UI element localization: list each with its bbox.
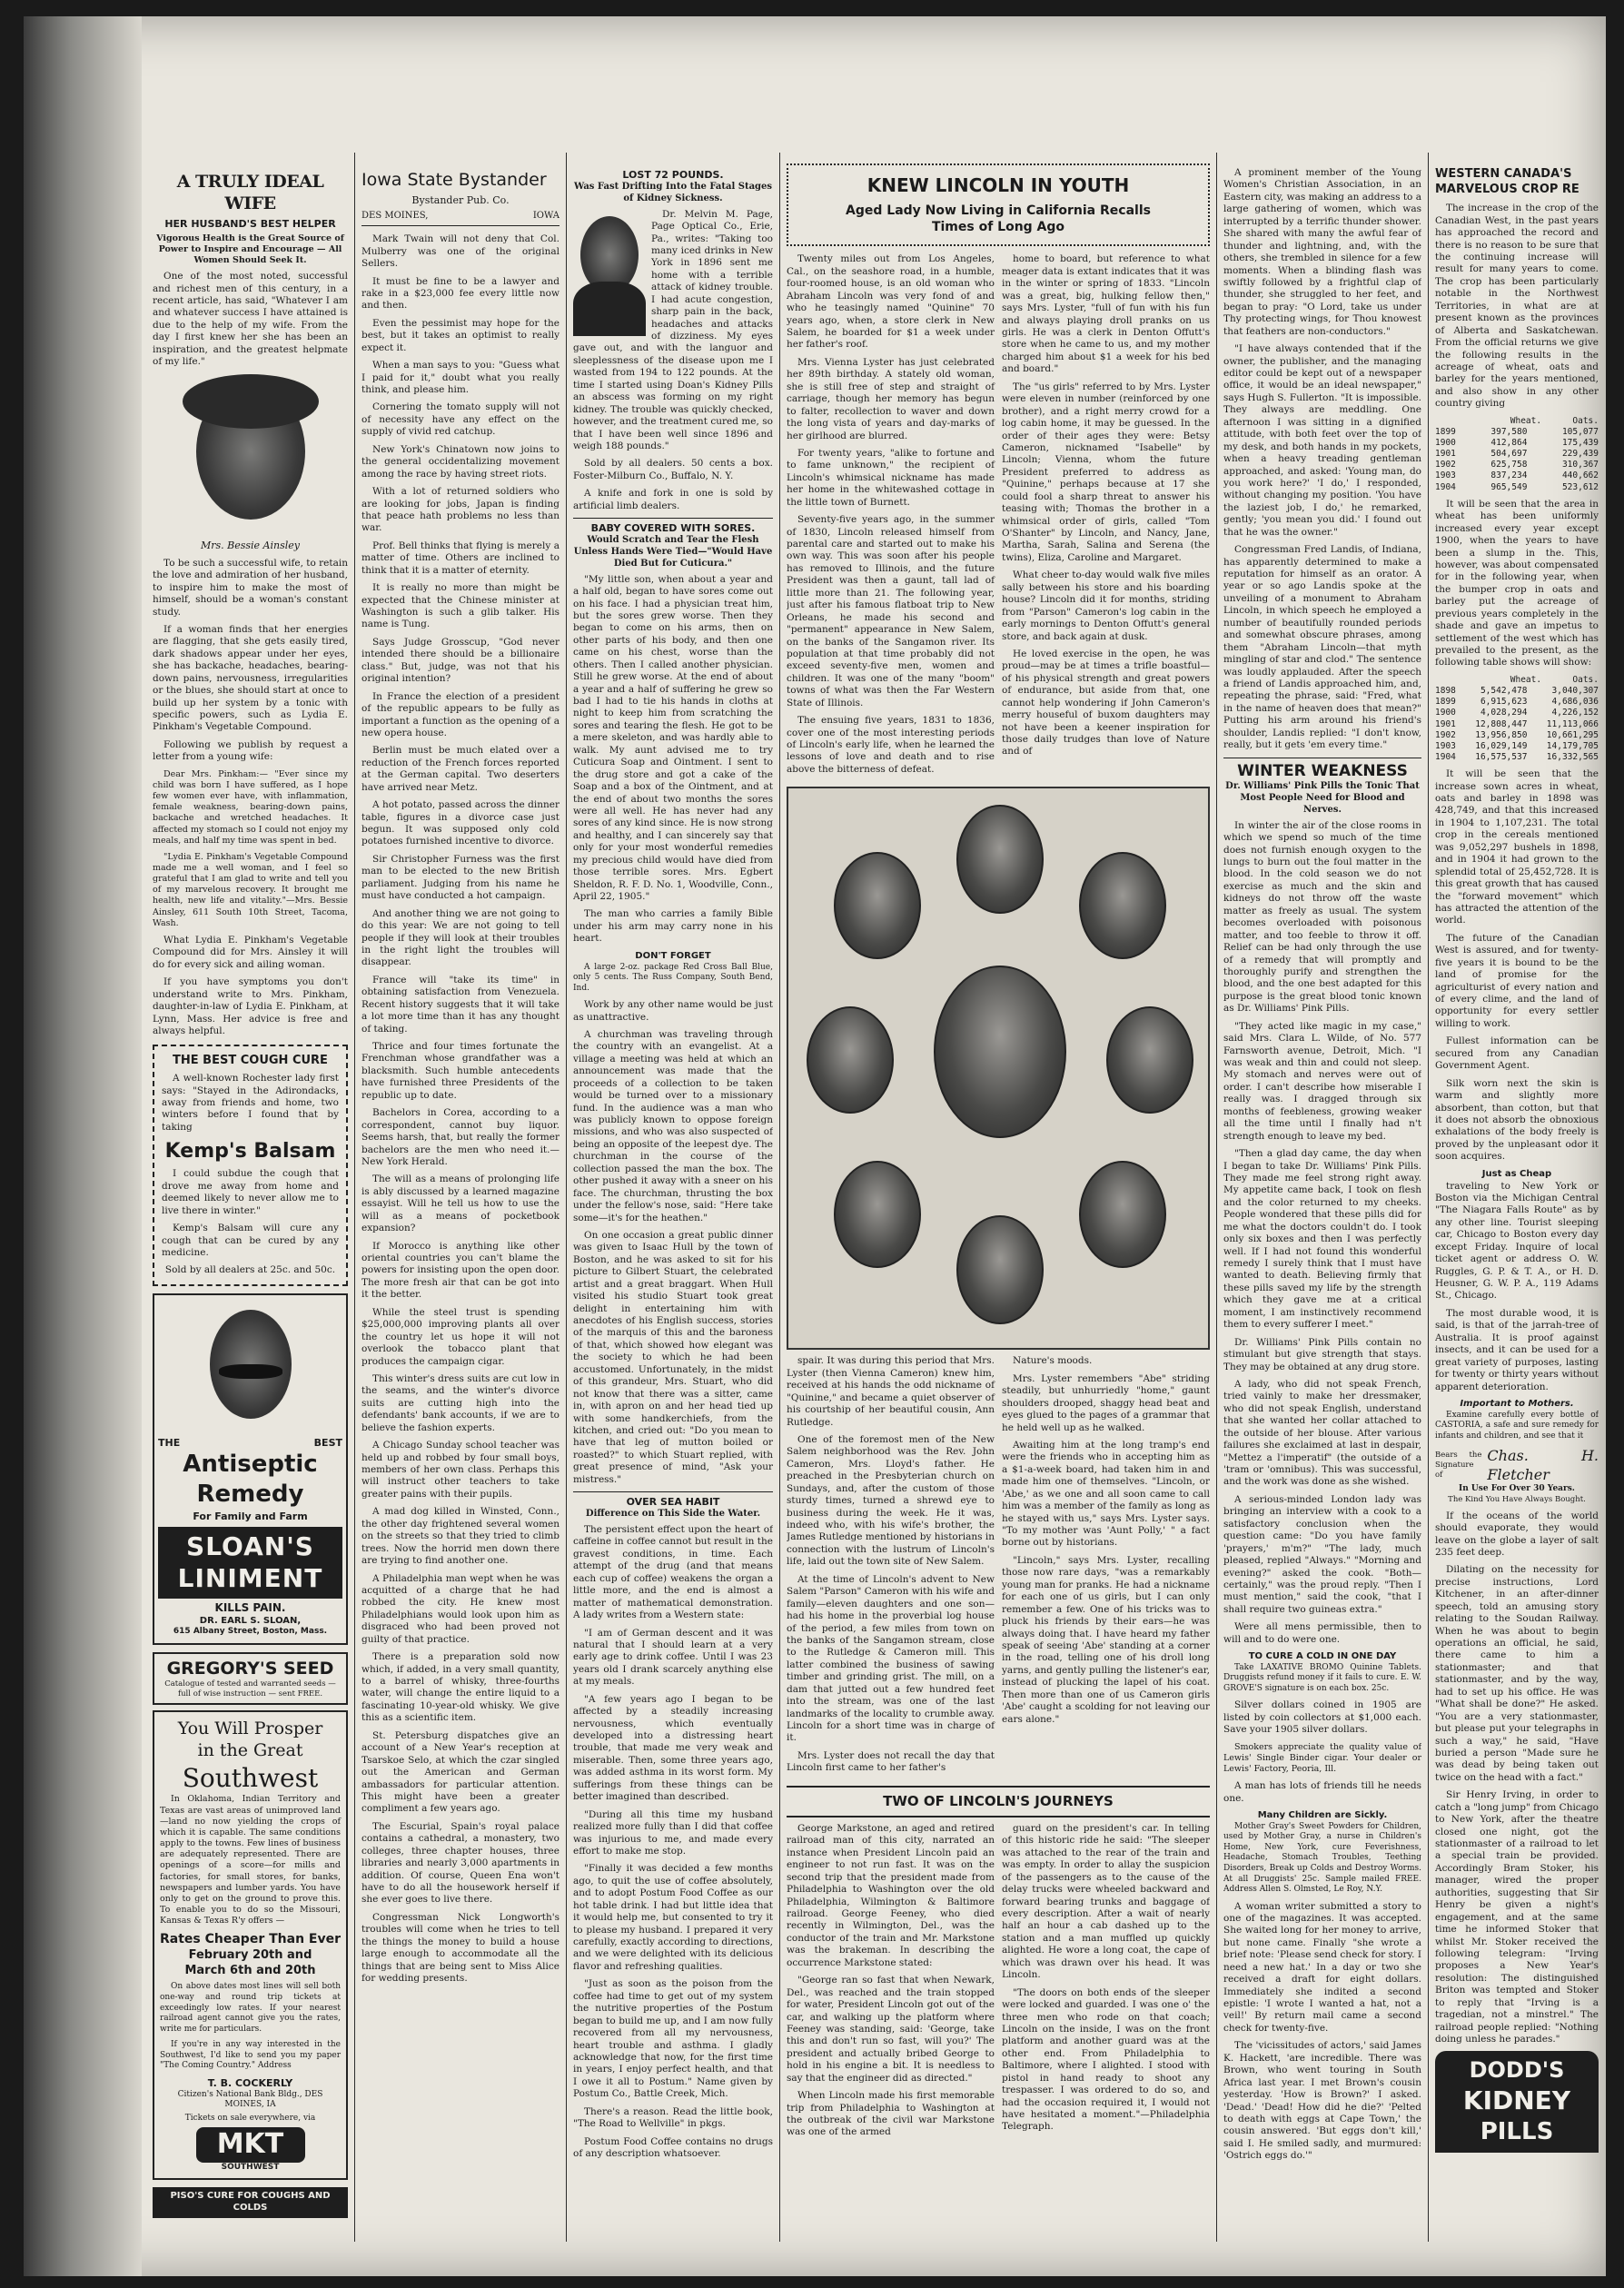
wife-para-1: One of the most noted, successful and richest men of this century, in a recent article, has said, "Whatever I am and whatever success I have attained is due to the help of my wife. From the day I first knew her she has been an inspiration, and the greatest helpmate of my life." xyxy=(153,271,348,368)
brief-paragraph: The will as a means of prolonging life is ably discussed by a learned magazine essayist. Will he tell us how to use the will as a means of pocketbook expansion? xyxy=(361,1174,559,1234)
table-cell: 1899 xyxy=(1435,426,1456,437)
journeys-4: guard on the president's car. In telling of this historic ride he said: "The sleeper was attached to the rear of the train and was empty. In order to allay the suspicion of the passengers as to the cause of the delay trucks were wheeled backward and forward bearing trunks and baggage of every description. After a wait of nearly half an hour a cab dashed up to the station and a man muffled up quickly alighted. He wore a long coat, the cape of which was drawn over his head. It was Lincoln. xyxy=(1002,1822,1210,1981)
table-cell: 1903 xyxy=(1435,740,1456,751)
sloan-dr: DR. EARL S. SLOAN, xyxy=(199,1615,302,1626)
table-cell: 1898 xyxy=(1435,686,1456,697)
journeys-header xyxy=(787,1786,1210,1818)
canada-para-5: Fullest information can be secured from any Canadian Government Agent. xyxy=(1435,1035,1599,1072)
cough-para-2: I could subdue the cough that drove me away from home and deemed likely to never allow me to live there in winter." xyxy=(162,1168,339,1216)
table-cell: 1904 xyxy=(1435,481,1456,492)
sea-para-6: "Just as soon as the poison from the coffee had time to get out of my system the nutritive properties of the Postum began to build me up, and I am now fully recovered from all my nervousness, heart trouble and asthma. I gladly acknowledge that now, for the first time in years, I enjoy perfect health, and that I owe it all to Postum." Name given by Postum Co., Battle Creek, Mich. xyxy=(573,1978,773,2100)
lincoln-a-1: Twenty miles out from Los Angeles, Cal., on the seashore road, in a humble, four-roomed house, is an old woman who Abraham Lincoln was very fond of and who he teasingly named "Quinine" 70 years ago, when, a store clerk in New Salem, he boarded for $1 a week under her father's roof. xyxy=(787,253,995,351)
c6-para-8: If the oceans of the world should evaporate, they would leave on the globe a layer of salt 235 feet deep. xyxy=(1435,1510,1599,1558)
journeys-2: "George ran so fast that when Newark, Del., was reached and the train stopped for water, President Lincoln got out of the car, and walking up the platform where Feeney was standing, said: 'George, take this and don't run so fast, will you?' The president and actually bribed George to hold in his engine a bit. It is needless to say that the engineer did as directed." xyxy=(787,1975,995,2084)
forget-headline: DON'T FORGET xyxy=(635,950,711,961)
bears-sig-label: Bears the Signature of xyxy=(1435,1451,1482,1481)
journeys-5: "The doors on both ends of the sleeper were locked and guarded. I was one o' the three men who rode on that coach; Lincoln on the inside, I was on the front platform and another guard was at the other end. From Philadelphia to Baltimore, where I alighted. I stood with pistol in hand ready to shoot any trespasser. I was ordered to do so, and had the occasion required it, I would not have hesitated a moment."—Philadelphia Telegraph. xyxy=(1002,1986,1210,2133)
c6-para-9: Dilating on the necessity for precise instructions, Lord Kitchener, in an after-dinner speech, told an amusing story relating to the Soudan Railway. When he was about to begin operations an official, he said, there came to him a stationmaster; and that stationmaster, and by the way, had to set up his office. He was "What shall be done?" He asked. "You are a very stationmaster, but please put your telegraphs in such a way," he said, "Have buried a person "Made sure he was dead by being taken out twice on the head with a fact." xyxy=(1435,1564,1599,1783)
wife-para-2: To be such a successful wife, to retain the love and admiration of her husband, to inspire him to make the most of himself, should be a woman's constant study. xyxy=(153,557,348,618)
table-row xyxy=(1435,438,1599,449)
sw-rates-3: March 6th and 20th xyxy=(184,1963,316,1977)
portrait-oval xyxy=(834,852,921,959)
brief-paragraph: A Philadelphia man wept when he was acquitted of a charge that he had robbed the city. He knew most Philadelphians would look upon him as disgraced who had been proved not guilty of that practice. xyxy=(361,1572,559,1645)
table-cell: 440,662 xyxy=(1561,470,1599,481)
dodds-ad xyxy=(1435,2051,1599,2153)
brief-paragraph: The Escurial, Spain's royal palace contains a cathedral, a monastery, two colleges, three chapter houses, three libraries and nearly 3,000 apartments in addition. Of course, Queen Ena won't have to do all the housework herself if she ever goes to live there. xyxy=(361,1820,559,1906)
brief-paragraph: With a lot of returned soldiers who are looking for jobs, Japan is finding that peace hath problems no less than war. xyxy=(361,486,559,534)
brief-paragraph: There is a preparation sold now which, if added, in a very small quantity, to a barrel of whisky, three-fourths water, will change the entire liquid to a fascinating 10-year-old whisky. We give this as a scientific item. xyxy=(361,1651,559,1724)
brief-paragraph: Prof. Bell thinks that flying is merely a matter of time. Others are inclined to think that it is a matter of eternity. xyxy=(361,540,559,576)
doans-sub: Was Fast Drifting Into the Fatal Stages of Kidney Sickness. xyxy=(573,182,773,203)
c5-para-9: A man has lots of friends till he needs one. xyxy=(1223,1780,1421,1804)
table-cell: 523,612 xyxy=(1561,481,1599,492)
c5-para-10: A woman writer submitted a story to one of the magazines. It was accepted. She waited long for her money to arrive, but none came. Finally "she wrote a brief note: 'Please send check for story. I need a new hat.' In a day or two she received a draft for eight dollars. Immediately she indited a second epistle: 'I wrote I wanted a hat, not a veil!' By return mail came a second check for twenty-five. xyxy=(1223,1900,1421,2034)
table-cell: 3,040,307 xyxy=(1551,686,1599,697)
knife-item: A knife and fork in one is sold by artificial limb dealers. xyxy=(573,488,773,511)
brief-paragraph: Mark Twain will not deny that Col. Mulberry was one of the original Sellers. xyxy=(361,233,559,270)
lincoln-col-a xyxy=(787,253,995,781)
in-use: In Use For Over 30 Years. xyxy=(1459,1484,1575,1494)
lincoln-feature xyxy=(787,153,1210,2242)
portrait-oval xyxy=(1106,1006,1193,1114)
brief-paragraph: Says Judge Grosscup, "God never intended there should be a billionaire class." But, judge, was not that his original intention? xyxy=(361,636,559,685)
sw-para-3: If you're in any way interested in the Southwest, I'd like to send you my paper "The Coming Country." Address xyxy=(160,2040,341,2071)
lincoln-col-c xyxy=(787,1355,995,1779)
yield-table xyxy=(1435,686,1599,763)
brief-paragraph: Thrice and four times fortunate the Frenchman whose grandfather was a blacksmith. Such humble antecedents have furnished three Presidents of the republic up to date. xyxy=(361,1041,559,1101)
mothers-headline: Important to Mothers. xyxy=(1460,1398,1574,1409)
brief-paragraph: If Morocco is anything like other oriental countries you can't blame the powers for insisting upon the open door. The more fresh air that can be got into it the better. xyxy=(361,1240,559,1301)
sloan-kills: KILLS PAIN. xyxy=(214,1601,286,1615)
table-cell: 1901 xyxy=(1435,718,1456,729)
cold-para: Take LAXATIVE BROMO Quinine Tablets. Druggists refund money if it fails to cure. E. W. GROVE'S signature is on each box. 25c. xyxy=(1223,1662,1421,1693)
winter-headline: WINTER WEAKNESS xyxy=(1237,761,1408,780)
sloan-liniment-ad xyxy=(153,1293,348,1645)
sea-para-2: "I am of German descent and it was natural that I should learn at a very early age to drink coffee. Until I was 23 years old I drank scarcely anything else at my meals. xyxy=(573,1627,773,1688)
brief-paragraph: Congressman Nick Longworth's troubles will come when he tries to tell the things the money to build a house large enough to accommodate all the things that are being sent to Miss Alice for wedding presents. xyxy=(361,1911,559,1985)
baby-headline: BABY COVERED WITH SORES. xyxy=(590,522,756,535)
sea-para-1: The persistent effect upon the heart of caffeine in coffee cannot but result in the gravest conditions, in time. Each attempt of the drug (and that means each cup of coffee) weakens the organ a little more, and the end is almost a matter of mathematical demonstration. A lady writes from a Western state: xyxy=(573,1524,773,1621)
newspaper-page xyxy=(153,153,1597,2260)
sloan-name: SLOAN'S xyxy=(186,1530,314,1561)
table-cell: 229,439 xyxy=(1561,449,1599,460)
lincoln-d-3: Awaiting him at the long tramp's end were the friends who in accepting him as a $1-a-week board, had taken him in and made him one of themselves. "Lincoln, or 'Abe,' as we one and all soon came to call him was a member of the family as long as he stayed with us," says Mrs. Lyster says. "To my mother was 'Aunt Polly,' " a fact borne out by historians. xyxy=(1002,1439,1210,1549)
sw-rates-2: February 20th and xyxy=(188,1948,312,1963)
wife-headline: A TRULY IDEAL WIFE xyxy=(176,172,324,214)
masthead: Iowa State Bystander xyxy=(361,170,547,190)
table-cell: 16,029,149 xyxy=(1475,740,1528,751)
brief-paragraph: This winter's dress suits are cut low in the seams, and the winter's divorce suits are cutting high into the defendants' bank accounts, if we are to believe the fashion experts. xyxy=(361,1372,559,1433)
table-cell: 13,956,850 xyxy=(1475,729,1528,740)
lincoln-c-3: At the time of Lincoln's advent to New Salem "Parson" Cameron with his wife and family—eleven daughters and one son—had his home in the proverbial log house of the period, a few miles from town on the banks of the Sangamon stream, close to the Rutledge & Cameron mill. This latter combined the business of sawing timber and grinding grist. The mill, on a dam that jutted out a few hundred feet into the stream, was one of the last landmarks of the locality to crumble away. Lincoln for a short time was in charge of it. xyxy=(787,1573,995,1744)
table-cell: 1901 xyxy=(1435,449,1456,460)
sea-para-7: There's a reason. Read the little book, "The Road to Wellville" in pkgs. xyxy=(573,2105,773,2130)
baby-para: "My little son, when about a year and a half old, began to have sores come out on his face. I had a physician treat him, but the sores grew worse. Then they began to come on his arms, then on other parts of his body, and then one came on his chest, worse than the others. Then I called another physician. Still he grew worse. At the end of about a year and a half of suffering he grew so bad I had to tie his hands in cloths at night to keep him from scratching the sores and tearing the flesh. He got to be a mere skeleton, and was hardly able to walk. My aunt advised me to try Cuticura Soap and Ointment. I sent to the drug store and got a cake of the Soap and a box of the Ointment, and at the end of about two months the sores were all well. He has never had any sores of any kind since. He is now strong and healthy, and I can sincerely say that only for your most wonderful remedies my precious child would have died from those terrible sores. Mrs. Egbert Sheldon, R. F. D. No. 1, Woodville, Conn., April 22, 1905." xyxy=(573,573,773,903)
c6-para-10: Sir Henry Irving, in order to catch a "long jump" from Chicago to New York, after the theatre closed one night, got the stationmaster of a railroad to let a special train be provided. Accordingly Bram Stoker, his manager, wired the proper authorities, suggesting that Sir Henry be given a night's engagement, and at the same time he informed Stoker that whilst Mr. Stoker received the following telegram: "Irving proposes a New Year's resolution: The distinguished Briton was tempted and Stoker to reply that "Irving is a tragedian, not a minstrel." The railroad people replied: "Nothing doing unless he parades." xyxy=(1435,1789,1599,2045)
acreage-table-head: Wheat. Oats. xyxy=(1510,415,1599,426)
portrait-oval xyxy=(834,1161,921,1268)
table-row xyxy=(1435,752,1599,763)
dodds-1: DODD'S xyxy=(1469,2057,1565,2084)
table-cell: 105,077 xyxy=(1561,426,1599,437)
lincoln-header-box xyxy=(787,163,1210,246)
gregory-seed-ad xyxy=(153,1652,348,1705)
winter-para-3: "Then a glad day came, the day when I began to take Dr. Williams' Pink Pills. They made me feel strong right away. My appetite came back, I took on flesh and the color returned to my cheeks. People wondered that these pills did for me what the doctors couldn't do. I took only six boxes and then I was perfectly well. If I had not found this wonderful remedy I surely think that I must have wanted to death. Believing firmly that these pills saved my life by the strength which they gave me at a critical moment, I am instinctively recommend them to every sufferer I meet." xyxy=(1223,1148,1421,1331)
column-rule-3 xyxy=(779,153,780,2242)
cough-para-3: Kemp's Balsam will cure any cough that can be cured by any medicine. xyxy=(162,1223,339,1259)
brief-paragraph: New York's Chinatown now joins to the general occidentalizing movement among the race by having street riots. xyxy=(361,443,559,480)
sloan-remedy: Remedy xyxy=(196,1481,304,1509)
table-row xyxy=(1435,719,1599,730)
table-cell: 16,332,565 xyxy=(1546,752,1599,762)
portrait-oval-center xyxy=(934,966,1066,1138)
sea-para-4: "During all this time my husband realized more fully than I did that coffee was injurious to me, and made every effort to make me stop. xyxy=(573,1808,773,1857)
canada-headline-1: WESTERN CANADA'S xyxy=(1435,167,1572,181)
cough-cure-ad xyxy=(153,1045,348,1285)
newspaper-sheet xyxy=(24,16,1606,2276)
sloan-liniment: LINIMENT xyxy=(177,1563,323,1594)
column-6 xyxy=(1435,153,1599,2242)
cough-title: THE BEST COUGH CURE xyxy=(173,1054,328,1068)
lincoln-c-1: spair. It was during this period that Mrs. Lyster (then Vienna Cameron) knew him, received at his hands the odd nickname of "Quinine," and became a quiet observer of his courtship of her beautiful cousin, Ann Rutledge. xyxy=(787,1355,995,1428)
yield-table-head: Wheat. Oats. xyxy=(1510,674,1599,685)
table-row xyxy=(1435,686,1599,697)
sickly-headline: Many Children are Sickly. xyxy=(1257,1810,1388,1821)
portrait-oval xyxy=(807,1006,894,1114)
sloan-antiseptic: Antiseptic xyxy=(183,1450,318,1478)
wife-para-8: If you have symptoms you don't understand write to Mrs. Pinkham, daughter-in-law of Lydia E. Pinkham, at Lynn, Mass. Her advice is free and always helpful. xyxy=(153,976,348,1036)
c5-para-4: A lady, who did not speak French, tried vainly to make her dressmaker, who did not speak English, understand that she wanted her collar attached to the outside of her blouse. After various failures she exclaimed at last in despair, "Mettez a l'imperatif" (the outside of a 'tram or 'omnibus). This was successful, and the work was done as she wished. xyxy=(1223,1378,1421,1488)
cold-headline: TO CURE A COLD IN ONE DAY xyxy=(1248,1651,1397,1662)
brief-paragraph: Even the pessimist may hope for the best, but it takes an optimist to really expect it. xyxy=(361,317,559,353)
gregory-title: GREGORY'S SEED xyxy=(166,1658,334,1679)
table-cell: 837,234 xyxy=(1490,470,1528,481)
sloan-family: For Family and Farm xyxy=(193,1510,308,1522)
doans-ad-body xyxy=(573,209,773,453)
publisher: Bystander Pub. Co. xyxy=(411,194,510,207)
page-portrait xyxy=(573,209,646,336)
column-1 xyxy=(153,153,348,2242)
table-row xyxy=(1435,730,1599,741)
table-cell: 14,179,705 xyxy=(1546,740,1599,751)
sw-addr: Citizen's National Bank Bldg., DES MOINES, IA xyxy=(177,2089,323,2110)
sea-para-8: Postum Food Coffee contains no drugs of any description whatsoever. xyxy=(573,2135,773,2160)
table-row xyxy=(1435,470,1599,481)
sloan-best: BEST xyxy=(313,1436,342,1449)
cheap-headline: Just as Cheap xyxy=(1481,1168,1552,1179)
canada-para-3: It will be seen that the increase sown acres in wheat, oats and barley in 1898 was 428,749, and that this increased in 1904 to 1,107,231. The total crop in the cereals mentioned was 9,052,297 bushels in 1898, and in 1904 it had grown to the splendid total of 25,452,728. It is this great growth that has caused the "forward movement" which has attracted the attention of the world. xyxy=(1435,768,1599,926)
dodds-3: PILLS xyxy=(1480,2117,1554,2145)
column-2 xyxy=(361,153,559,2242)
table-row xyxy=(1435,741,1599,752)
canada-para-4: The future of the Canadian West is assured, and for twenty-five years it is bound to be the land of promise for the agriculturist of every nation and of every clime, and the land of opportunity for every settler willing to work. xyxy=(1435,932,1599,1029)
column-rule-1 xyxy=(354,153,355,2242)
sloan-the: THE xyxy=(158,1436,181,1449)
c5-para-11: The 'vicissitudes of actors,' said James K. Hackett, 'are incredible. There was Brown, who went touring in South Africa last year. I met Brown's cousin yesterday. 'How is Brown?' I asked. 'Dead.' 'Dead! How did he die?' 'Pelted to death with eggs at Cape Town,' the cousin answered. 'But eggs don't kill,' said I. He smiled sadly, and murmured: 'Ostrich eggs do.'" xyxy=(1223,2040,1421,2162)
sea-para-5: "Finally it was decided a few months ago, to quit the use of coffee absolutely, and to adopt Postum Food Coffee as our hot table drink. I had but little idea that it would help me, but consented to try it to please my husband. I prepared it very carefully, exactly according to directions, and we were delighted with its delicious flavor and refreshing qualities. xyxy=(573,1863,773,1972)
journeys-col-b xyxy=(1002,1823,1210,2144)
sea-headline: OVER SEA HABIT xyxy=(626,1496,720,1509)
lincoln-d-1: Nature's moods. xyxy=(1013,1355,1093,1367)
table-cell: 4,226,152 xyxy=(1551,708,1599,718)
portrait-oval xyxy=(956,1215,1044,1324)
lincoln-d-4: "Lincoln," says Mrs. Lyster, recalling those now rare days, "was a remarkably young man for pranks. He had a nickname for each one of us girls, but I can only remember a few. One of his tricks was to pluck his friends by their ears—he was always doing that. I have heard my father speak of seeing 'Abe' standing at a corner in the road, telling one of his droll long yarns, and gently pulling the listener's ear, instead of plucking the lapel of his coat. Then more than one of us Cameron girls 'Abe' caught a scolding for not leaving our ears alone." xyxy=(1002,1554,1210,1725)
c5-para-1: A prominent member of the Young Women's Christian Association, in an Eastern city, was making an address to a large gathering of women, which was interrupted by a terrific thunder shower. She shared with many the awful fear of thunder and lightning, and, with the others, she trembled in silence for a few moments. When a blinding flash was swiftly followed by a frightful clap of thunder, she struggled to her feet, and began to pray: "O Lord, take us under Thy protecting wings, for Thou knowest that feathers are non-conductors." xyxy=(1223,167,1421,337)
doans-para-2: Sold by all dealers. 50 cents a box. Foster-Milburn Co., Buffalo, N. Y. xyxy=(573,458,773,481)
table-cell: 1900 xyxy=(1435,708,1456,718)
brief-paragraph: Berlin must be much elated over a reduction of the French forces reported at the German capital. Two deserters have arrived near Metz. xyxy=(361,745,559,793)
c5-para-8: Smokers appreciate the quality value of Lewis' Single Binder cigar. Your dealer or Lewis' Factory, Peoria, Ill. xyxy=(1223,1741,1421,1775)
column-3 xyxy=(573,153,773,2242)
sloan-portrait xyxy=(192,1301,310,1437)
page-binding-shadow xyxy=(24,16,142,2276)
sw-tickets: Tickets on sale everywhere, via xyxy=(184,2113,316,2123)
table-row xyxy=(1435,697,1599,708)
brief-paragraph: A Chicago Sunday school teacher was held up and robbed by four small boys, members of her own class. Perhaps this will instruct other teachers to take greater pains with their pupils. xyxy=(361,1440,559,1500)
sickly-para: Mother Gray's Sweet Powders for Children, used by Mother Gray, a nurse in Children's Home, New York, cure Feverishness, Headache, Stomach Troubles, Teething Disorders, Break up Colds and Destroy Worms. At all Druggists' 25c. Sample mailed FREE. Address Allen S. Olmsted, Le Roy, N.Y. xyxy=(1223,1821,1421,1895)
winter-para-4: Dr. Williams' Pink Pills contain no stimulant but give strength that stays. They may be obtained at any drug store. xyxy=(1223,1336,1421,1372)
sw-line-2: in the Great xyxy=(197,1740,303,1761)
table-cell: 965,549 xyxy=(1490,481,1528,492)
lincoln-a-5: The ensuing five years, 1831 to 1836, cover one of the most interesting periods of Lincoln's early life, when he learned the lessons of love and death and to rise above the bitterness of defeat. xyxy=(787,715,995,775)
journeys-1: George Markstone, an aged and retired railroad man of this city, narrated an instance when President Lincoln paid an engineer to not run fast. It was on the second trip that the president made from Philadelphia to Washington over the old Philadelphia, Wilmington & Baltimore railroad. George Feeney, who died recently in Wilmington, Del., was the conductor of the train and Mr. Markstone was the brakeman. In describing the occurrence Markstone stated: xyxy=(787,1822,995,1968)
lincoln-col-d xyxy=(1002,1355,1210,1779)
canada-para-1: The increase in the crop of the Canadian West, in the past years has approached the record and there is no reason to be sure that the continuing increase will result for many years to come. The crop has been particularly notable in the Northwest Territories, in what are at present known as the provinces of Alberta and Saskatchewan. From the official returns we give the following results in the acreage of wheat, oats and barley for the years mentioned, and also show in any other country giving xyxy=(1435,203,1599,410)
journeys-headline: TWO OF LINCOLN'S JOURNEYS xyxy=(883,1792,1114,1809)
table-cell: 11,113,066 xyxy=(1546,718,1599,729)
lincoln-sub-1: Aged Lady Now Living in California Recalls xyxy=(846,203,1151,218)
table-row xyxy=(1435,708,1599,718)
table-cell: 504,697 xyxy=(1490,449,1528,460)
table-row xyxy=(1435,449,1599,460)
table-cell: 397,580 xyxy=(1490,426,1528,437)
sw-rates-1: Rates Cheaper Than Ever xyxy=(160,1932,341,1947)
state: IOWA xyxy=(532,211,559,222)
lincoln-c-4: Mrs. Lyster does not recall the day that Lincoln first came to her father's xyxy=(787,1749,995,1774)
mkt-sub: SOUTHWEST xyxy=(221,2162,280,2172)
lincoln-b-4: He loved exercise in the open, he was proud—may be at times a trifle boastful—of his physical strength and great powers of endurance, but aside from that, one cannot help wondering if John Cameron's merry houseful of buxom daughters may not have been a keener inspiration for those daily trudges than love of Nature and of xyxy=(1002,648,1210,758)
doans-para-1: Dr. Melvin M. Page, Page Optical Co., Erie, Pa., writes: "Taking too many iced drinks in New York in 1896 sent me home with a terrible attack of kidney trouble. I had acute congestion, sharp pain in the back, headaches and attacks of dizziness. My eyes gave out, and with the languor and sleeplessness of the disease upon me I wasted from 194 to 122 pounds. At the time I started using Doan's Kidney Pills an abscess was forming on my right kidney. The trouble was quickly checked, however, and the treatment cured me, so that I have been well since 1896 and weigh 188 pounds." xyxy=(573,208,773,451)
wife-deck: Vigorous Health is the Great Source of Power to Inspire and Encourage — All Women Should Seek It. xyxy=(156,233,344,266)
c6-para-7: The most durable wood, it is said, is that of the jarrah-tree of Australia. It is proof against insects, and it can be used for a great variety of purposes, lasting for twenty or thirty years without apparent deterioration. xyxy=(1435,1307,1599,1392)
sw-para-2: On above dates most lines will sell both one-way and round trip tickets at exceedingly low rates. If your nearest railroad agent cannot give you the rates, write me for particulars. xyxy=(160,1982,341,2034)
brief-paragraph: While the steel trust is spending $25,000,000 improving plants all over the country let us hope it will not overlook the tobacco plant that produces the campaign cigar. xyxy=(361,1306,559,1367)
dodds-2: KIDNEY xyxy=(1462,2085,1571,2116)
column-5 xyxy=(1223,153,1421,2242)
brief-paragraph: Sir Christopher Furness was the first man to be elected to the new British parliament. Judging from his name he must have conducted a hot campaign. xyxy=(361,853,559,902)
acreage-table xyxy=(1435,427,1599,493)
wife-subhead: HER HUSBAND'S BEST HELPER xyxy=(164,217,336,230)
table-cell: 1899 xyxy=(1435,697,1456,708)
table-cell: 412,864 xyxy=(1490,438,1528,448)
mkt-logo: MKT xyxy=(196,2127,305,2162)
cheap-para: traveling to New York or Boston via the Michigan Central "The Niagara Falls Route" as by any other line. Tourist sleeping car, Chicago to Boston every day except Friday. Inquire of local ticket agent or address O. W. Ruggles, G. P. & T. A., or H. D. Heusner, G. W. P. A., 119 Adams St., Chicago. xyxy=(1435,1180,1599,1302)
column-rule-5 xyxy=(1428,153,1429,2242)
brief-paragraph: It is really no more than might be expected that the Chinese minister at Washington is such a glib talker. His name is Tung. xyxy=(361,582,559,630)
lincoln-d-2: Mrs. Lyster remembers "Abe" striding steadily, but unhurriedly "home," gaunt shoulders drooped, shaggy head beat and eyes glued to the pages of a grammar that he held well up as he walked. xyxy=(1002,1372,1210,1433)
kind-bought: The Kind You Have Always Bought. xyxy=(1448,1494,1586,1504)
table-cell: 1903 xyxy=(1435,470,1456,481)
table-cell: 12,808,447 xyxy=(1475,718,1528,729)
table-cell: 1900 xyxy=(1435,438,1456,448)
wife-para-5: Dear Mrs. Pinkham:— "Ever since my child was born I have suffered, as I hope few women ever have, with inflammation, female weakness, bearing-down pains, backache and wretched headaches. It affected my stomach so I could not enjoy my meals, and half my time was spent in bed. xyxy=(153,768,348,846)
lincoln-a-3: For twenty years, "alike to fortune and to fame unknown," the recipient of Lincoln's whimsical nickname has made her home in the whitewashed cottage in the little town of Burnett. xyxy=(787,447,995,508)
sea-sub: Difference on This Side the Water. xyxy=(585,1509,761,1520)
winter-para-2: "They acted like magic in my case," said Mrs. Clara L. Wilde, of No. 577 Farnsworth avenue, Detroit, Mich. "I was weak and thin and could not sleep. My stomach and nerves were out of order. I can't describe how miserable I really was. I dragged through six months of feebleness, growing weaker all the time until I finally had n't strength enough to leave my bed. xyxy=(1223,1020,1421,1142)
table-cell: 175,439 xyxy=(1561,438,1599,448)
c5-para-6: Were all mens permissible, then to will and to do were one. xyxy=(1223,1621,1421,1645)
table-row xyxy=(1435,460,1599,470)
lincoln-col-b xyxy=(1002,253,1210,781)
canada-headline-2: MARVELOUS CROP RE xyxy=(1435,182,1579,196)
brief-paragraph: Bachelors in Corea, according to a correspondent, cannot buy liquor. Seems harsh, that, but really the former bachelors are the men who need it.—New York Herald. xyxy=(361,1107,559,1167)
sloan-addr: 615 Albany Street, Boston, Mass. xyxy=(173,1627,328,1637)
dinner-para: On one occasion a great public dinner was given to Isaac Hull by the town of Boston, and he was asked to sit for his picture to Gilbert Stuart, the celebrated artist and a great braggart. When Hull visited his studio Stuart took great delight in entertaining him with anecdotes of his English success, stories of the marquis of this and the baroness of that, which showed how elegant was the society to which he had been accustomed. Unfortunately, in the midst of this grandeur, Mrs. Stuart, who did not know that there was a sitter, came in, with apron on and her head tied up with some handkerchiefs, from the kitchen, and cried out: "Do you mean to have that leg of mutton boiled or roasted?" to which Stuart replied, with great presence of mind, "Ask your mistress." xyxy=(573,1229,773,1485)
lincoln-b-1: home to board, but reference to what meager data is extant indicates that it was in the winter or spring of 1833. "Lincoln was a great, big, hulking fellow then," says Mrs. Lyster, "full of fun with his fun and always playing droll pranks on us girls. He was a clerk in Denton Offutt's store when he came to us, and my mother charged him about $1 a week for his bed and board." xyxy=(1002,253,1210,375)
portrait-oval xyxy=(1079,852,1166,959)
wife-para-6: "Lydia E. Pinkham's Vegetable Compound made me a well woman, and I feel so grateful that I am glad to write and tell you of my marvelous recovery. It brought me health, new life and vitality."—Mrs. Bessie Ainsley, 611 South 10th Street, Tacoma, Wash. xyxy=(153,851,348,928)
table-row xyxy=(1435,482,1599,493)
table-row xyxy=(1435,427,1599,438)
column-rule-2 xyxy=(566,153,567,2242)
table-cell: 5,542,478 xyxy=(1480,686,1528,697)
c5-para-2: "I have always contended that if the owner, the publisher, and the managing editor could be kept out of a newspaper office, it would be an ideal newspaper," says Hugh S. Fullerton. "It is impossible. They always are meddling. One afternoon I was sitting in a dignified attitude, with both feet over the top of my desk, and both hands in my pockets, when a heavy treading gentleman approached, and asked: 'Young man, do you work here?' 'I do,' I responded, without changing my position. 'You have the laziest job, I do,' he remarked, gently; 'you mean you did.' I found out that he was the owner." xyxy=(1223,343,1421,538)
piso-ad: PISO'S CURE FOR COUGHS AND COLDS xyxy=(153,2187,348,2218)
baby-sub: Would Scratch and Tear the Flesh Unless Hands Were Tied—"Would Have Died But for Cuticura." xyxy=(573,535,773,569)
table-cell: 10,661,295 xyxy=(1546,729,1599,740)
brief-paragraph: In France the election of a president of the republic appears to be fully as important a function as the opening of a new opera house. xyxy=(361,690,559,738)
wife-para-7: What Lydia E. Pinkham's Vegetable Compound did for Mrs. Ainsley it will do for every sick and ailing woman. xyxy=(153,934,348,970)
cough-para-4: Sold by all dealers at 25c. and 50c. xyxy=(164,1264,336,1276)
brief-paragraph: St. Petersburg dispatches give an account of a New Year's reception at Tsarskoe Selo, at which the czar singled out the American and German ambassadors for particular attention. This might have been a greater compliment a few years ago. xyxy=(361,1729,559,1815)
work-item: Work by any other name would be just as unattractive. xyxy=(573,999,773,1023)
lincoln-sub-2: Times of Long Ago xyxy=(931,219,1065,234)
brief-paragraph: A mad dog killed in Winsted, Conn., the other day frightened several women on the streets so that they tried to climb trees. Now the horrid men down there are trying to find another one. xyxy=(361,1506,559,1567)
wife-para-4: Following we publish by request a letter from a young wife: xyxy=(153,738,348,763)
portrait-oval xyxy=(956,805,1044,914)
brief-paragraph: It must be fine to be a lawyer and rake in a $23,000 fee every little now and then. xyxy=(361,275,559,312)
sw-para-1: In Oklahoma, Indian Territory and Texas are vast areas of unimproved land—land no now yielding the crops of which it is capable. The same conditions apply to the towns. Few lines of business are adequately represented. There are openings of a score—for mills and factories, for small stores, for banks, newspapers and lumber yards. You have only to get on the ground to prove this. To enable you to do so the Missouri, Kansas & Texas R'y offers — xyxy=(160,1794,341,1926)
brief-paragraph: France will "take its time" in obtaining satisfaction from Venezuela. Recent history suggests that it will take a lot more time than it has any thought of taking. xyxy=(361,974,559,1035)
journeys-col-a xyxy=(787,1823,995,2144)
table-cell: 310,367 xyxy=(1561,460,1599,470)
c5-para-5: A serious-minded London lady was bringing an interview with a cook to a satisfactory conclusion when the question came: "Do you have family 'prayers,' m'm?" "The lady, much pleased, replied "Always." "Morning and evening?" asked the cook. "Both—certainly," was the proud reply. "Then I must mention," said the cook, "that I shall require two guineas extra." xyxy=(1223,1493,1421,1615)
wife-para-3: If a woman finds that her energies are flagging, that she gets easily tired, dark shadows appear under her eyes, she has backache, headaches, bearing-down pains, nervousness, irregularities or the blues, she should start at once to build up her system by a tonic with specific powers, such as Lydia E. Pinkham's Vegetable Compound. xyxy=(153,623,348,733)
sw-name: T. B. COCKERLY xyxy=(207,2076,293,2089)
c6-para-6: Silk worn next the skin is warm and slightly more absorbent, than cotton, but that it does not absorb the obnoxious exhalations of the body freely is proved by the unpleasant odor it soon acquires. xyxy=(1435,1077,1599,1163)
table-cell: 1902 xyxy=(1435,460,1456,470)
ainsley-portrait xyxy=(173,374,328,538)
place: DES MOINES, xyxy=(361,211,429,222)
paragraph-list xyxy=(361,233,559,1985)
mothers-para: Examine carefully every bottle of CASTORIA, a safe and sure remedy for infants and children, and see that it xyxy=(1435,1410,1599,1441)
lincoln-portrait-plate xyxy=(787,787,1210,1350)
lincoln-a-4: Seventy-five years ago, in the summer of 1830, Lincoln released himself from parental care and started out to make his own way. This was soon after his people has removed to Illinois, and the future President was then a gaunt, tall lad of little more than 21. The following year, just after his famous flatboat trip to New Orleans, he made his second and "permanent" appearance in New Salem, on the banks of the Sangamon river. Its population at that time probably did not exceed seventy-five men, women and children. It was one of the many "boom" towns of what was then the Far Western State of Illinois. xyxy=(787,514,995,708)
kemps-balsam: Kemp's Balsam xyxy=(164,1140,336,1164)
lincoln-headline: KNEW LINCOLN IN YOUTH xyxy=(866,174,1130,196)
table-cell: 4,686,036 xyxy=(1551,697,1599,708)
sw-line-1: You Will Prosper xyxy=(177,1718,323,1738)
fletcher-signature: Chas. H. Fletcher xyxy=(1487,1447,1599,1483)
sw-line-3: Southwest xyxy=(182,1762,319,1793)
c5-para-3: Congressman Fred Landis, of Indiana, has apparently determined to make a reputation for himself as an orator. A year or so ago Landis spoke at the unveiling of a monument to Abraham Lincoln, in which speech he employed a number of beautifully rounded periods and somewhat obscure phrases, among them "Abraham Lincoln—that myth mingling of star and clod." The sentence was loudly applauded. After the speech a friend of Landis approached him, and, repeating the phrase, said: "Fred, what in the name of heaven does that mean?" Putting his arm around his friend's shoulder, Landis replied: "I don't know, really, but it gets 'em every time." xyxy=(1223,544,1421,751)
journeys-3: When Lincoln made his first memorable trip from Philadelphia to Washington at the outbreak of the civil war Markstone was one of the armed xyxy=(787,2090,995,2138)
winter-sub: Dr. Williams' Pink Pills the Tonic That Most People Need for Blood and Nerves. xyxy=(1225,781,1420,815)
brief-paragraph: Cornering the tomato supply will not of necessity have any effect on the supply of vivid red catchup. xyxy=(361,401,559,438)
table-cell: 6,915,623 xyxy=(1480,697,1528,708)
table-cell: 16,575,537 xyxy=(1475,752,1528,762)
doans-headline: LOST 72 POUNDS. xyxy=(622,169,724,181)
column-rule-4 xyxy=(1216,153,1217,2242)
winter-para-1: In winter the air of the close rooms in which we spend so much of the time does not furnish enough oxygen to the lungs to burn out the foul matter in the blood. In the cold season we do not exercise as much and the skin and kidneys do not throw off the waste matter as freely as usual. The system becomes overloaded with poisonous matter, and too feeble to throw it off. Relief can be had only through the use of a remedy that will promptly and thoroughly purify and strengthen the blood, and the one best adapted for this purpose is the great blood tonic known as Dr. Williams' Pink Pills. xyxy=(1223,819,1421,1015)
forget-para: A large 2-oz. package Red Cross Ball Blue, only 5 cents. The Russ Company, South Bend, Ind. xyxy=(573,962,773,993)
c5-para-7: Silver dollars coined in 1905 are listed by coin collectors at $1,000 each. Save your 1905 silver dollars. xyxy=(1223,1699,1421,1736)
brief-paragraph: When a man says to you: "Guess what I paid for it," doubt what you really think, and please him. xyxy=(361,360,559,395)
table-cell: 625,758 xyxy=(1490,460,1528,470)
church-para: A churchman was traveling through the country with an evangelist. At a village a meeting was held at which an announcement was made that the proceeds of a collection to be taken would be turned over to a missionary fund. In the audience was a man who was publicly known to oppose foreign missions, and who was also suspected of being an opposite of the leepest dye. The churchman in the course of the collection passed the man the box. The other pushed it away with a sneer on his face. The churchman, thrusting the box under the fellow's nose, said: "Here take some—it's for the heathen." xyxy=(573,1028,773,1223)
portrait-caption: Mrs. Bessie Ainsley xyxy=(200,539,300,551)
table-cell: 4,028,294 xyxy=(1480,708,1528,718)
brief-paragraph: A hot potato, passed across the dinner table, figures in a divorce case just begun. It was supposed only cold potatoes furnished incentive to divorce. xyxy=(361,799,559,847)
bible-item: The man who carries a family Bible under his arm may carry none in his heart. xyxy=(573,908,773,945)
canada-para-2: It will be seen that the area in wheat has been uniformly increased every year except 1900, when the years to have been a slump in the. This, however, was about compensated for in the following year, when the bumper crop in oats and barley put the acreage of previous years completely in the shade and gave an impetus to settlement of the west which has prevailed to the present, as the following table shows will show: xyxy=(1435,498,1599,669)
table-cell: 1902 xyxy=(1435,729,1456,740)
lincoln-a-2: Mrs. Vienna Lyster has just celebrated her 89th birthday. A stately old woman, she is still free of step and straight of carriage, though her memory has begun to falter, recollection to waver and down the long vista of years and day-marks of her girlhood are blurred. xyxy=(787,356,995,441)
brief-paragraph: And another thing we are not going to do this year: We are not going to tell people if they will look at their troubles in the right light the troubles will disappear. xyxy=(361,907,559,968)
lincoln-b-3: What cheer to-day would walk five miles sally between his store and his boarding house? Lincoln did it for months, striding from "Parson" Cameron's log cabin in the early mornings to Denton Offutt's general store, and back again at dusk. xyxy=(1002,570,1210,642)
cough-para-1: A well-known Rochester lady first says: "Stayed in the Adirondacks, away from friends and home, two winters before I found that by taking xyxy=(162,1073,339,1133)
lincoln-b-2: The "us girls" referred to by Mrs. Lyster were eleven in number (reinforced by one brother), and a right merry crowd for a log cabin home, it may be guessed. In the order of their ages they were: Betsy Cameron, nicknamed "Isabelle" by Lincoln; Vienna, whom the future President preferred to address as "Quinine," perhaps because at 17 she could fool a sharp threat to answer his teasing with; Thomas the brother in a whimsical order of girls, called "Tom O'Shanter" by Lincoln, and Nancy, Jane, Martha, Sarah, Salina and Serena (the twins), Eliza, Caroline and Margaret. xyxy=(1002,381,1210,563)
southwest-ad xyxy=(153,1710,348,2180)
lincoln-c-2: One of the foremost men of the New Salem neighborhood was the Rev. John Cameron, Mrs. Lloyd's father. He preached in the Presbyterian church on Sundays, and, after the custom of those sturdy times, turned a shrewd eye to business during the week. He it was, indeed who, with his wife's brother, the James Rutledge mentioned by historians in connection with the lustrum of Lincoln's life, laid out the town site of New Salem. xyxy=(787,1433,995,1568)
sea-para-3: "A few years ago I began to be affected by a steadily increasing nervousness, which eventually developed into a distressing heart trouble, that made me very weak and miserable. Then, some three years ago, was added asthma in its worst form. My sufferings from these things can be better imagined than described. xyxy=(573,1693,773,1803)
table-cell: 1904 xyxy=(1435,752,1456,762)
portrait-oval xyxy=(1079,1161,1166,1268)
gregory-sub: Catalogue of tested and warranted seeds — full of wise instruction — sent FREE. xyxy=(164,1679,336,1699)
